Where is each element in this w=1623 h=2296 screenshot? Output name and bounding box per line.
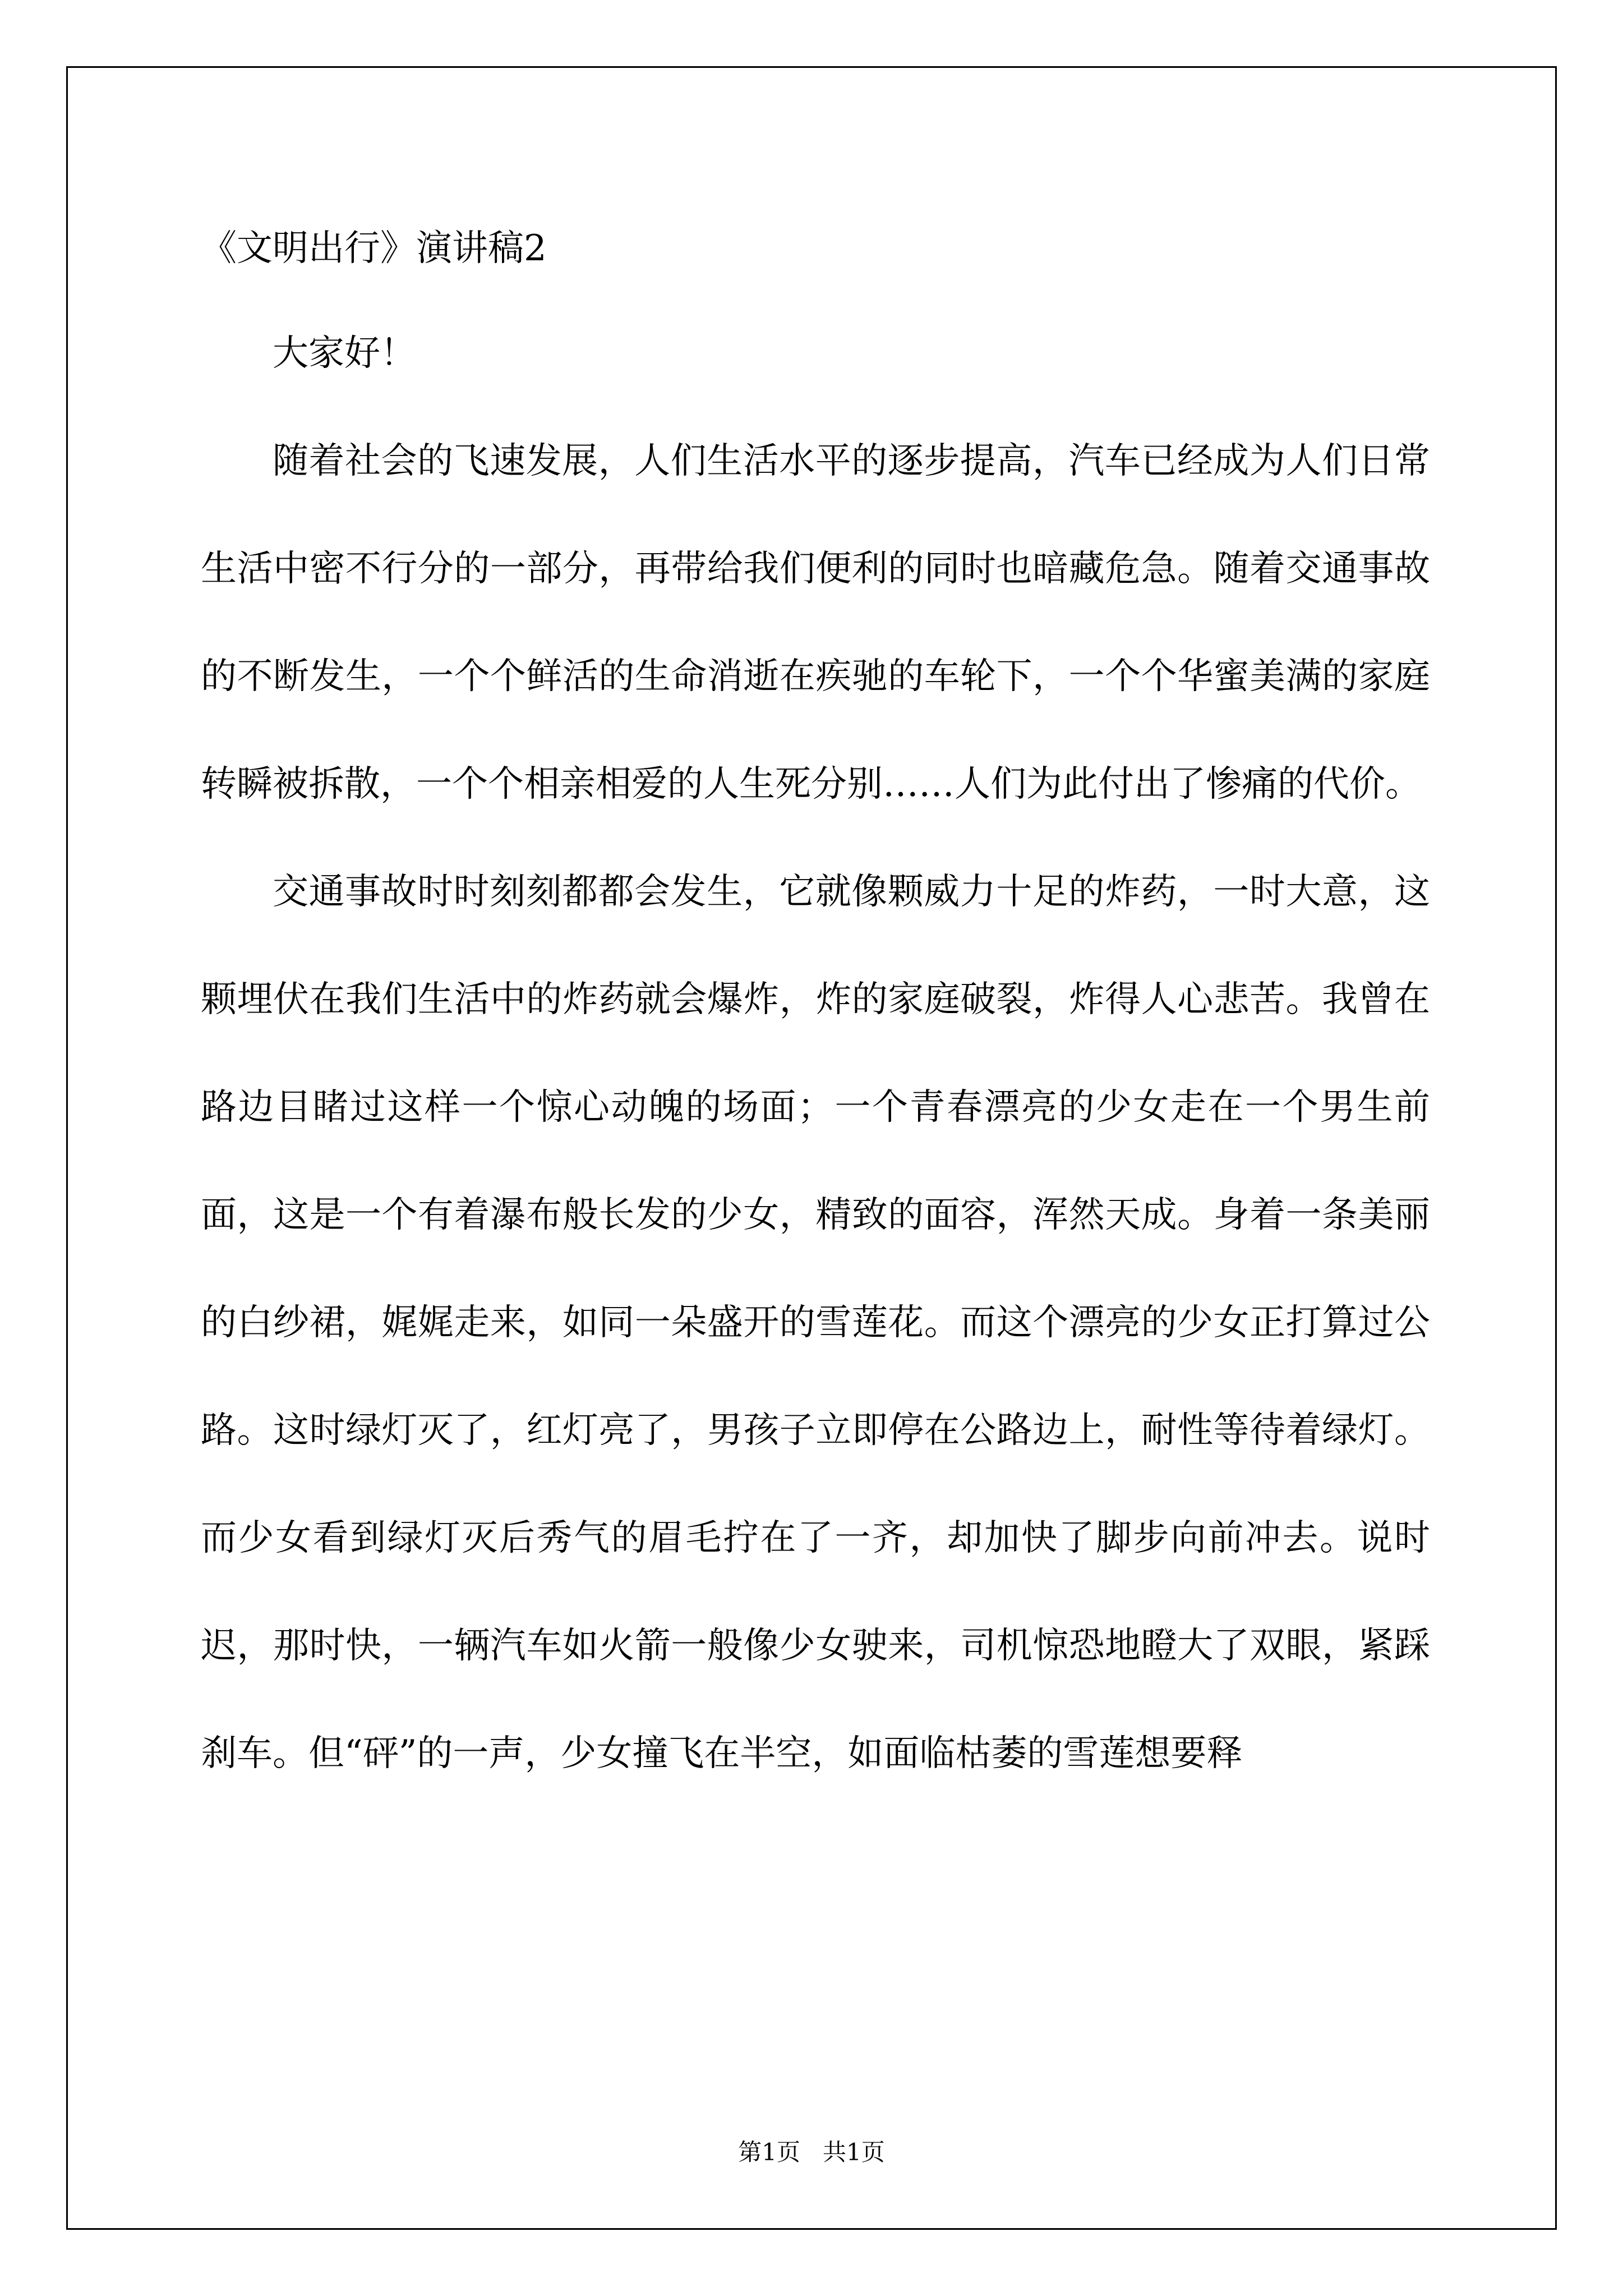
document-title: 《文明出行》演讲稿2	[201, 228, 547, 269]
paragraph-greeting: 大家好！	[273, 333, 416, 374]
page-footer: 第1页 共1页	[738, 2138, 885, 2166]
paragraph-1: 随着社会的飞速发展，人们生活水平的逐步提高，汽车已经成为人们日常生活中密不行分的一部分，再带给我们便利的同时也暗藏危急。随着交通事故的不断发生，一个个鲜活的生命消逝在疾驰的车轮下，一个个华蜜美满的家庭转瞬被拆散，一个个相亲相爱的人生死分别……人们为此付出了惨痛的代价。	[201, 440, 1430, 805]
paragraph-2: 交通事故时时刻刻都都会发生，它就像颗威力十足的炸药，一时大意，这颗埋伏在我们生活中的炸药就会爆炸，炸的家庭破裂，炸得人心悲苦。我曾在路边目睹过这样一个惊心动魄的场面；一个青春漂亮的少女走在一个男生前面，这是一个有着瀑布般长发的少女，精致的面容，浑然天成。身着一条美丽的白纱裙，娓娓走来，如同一朵盛开的雪莲花。而这个漂亮的少女正打算过公路。这时绿灯灭了，红灯亮了，男孩子立即停在公路边上，耐性等待着绿灯。而少女看到绿灯灭后秀气的眉毛拧在了一齐，却加快了脚步向前冲去。说时迟，那时快，一辆汽车如火箭一般像少女驶来，司机惊恐地瞪大了双眼，紧踩刹车。但“砰”的一声，少女撞飞在半空，如面临枯萎的雪莲想要释	[201, 871, 1430, 1774]
document-body	[201, 217, 1430, 1807]
